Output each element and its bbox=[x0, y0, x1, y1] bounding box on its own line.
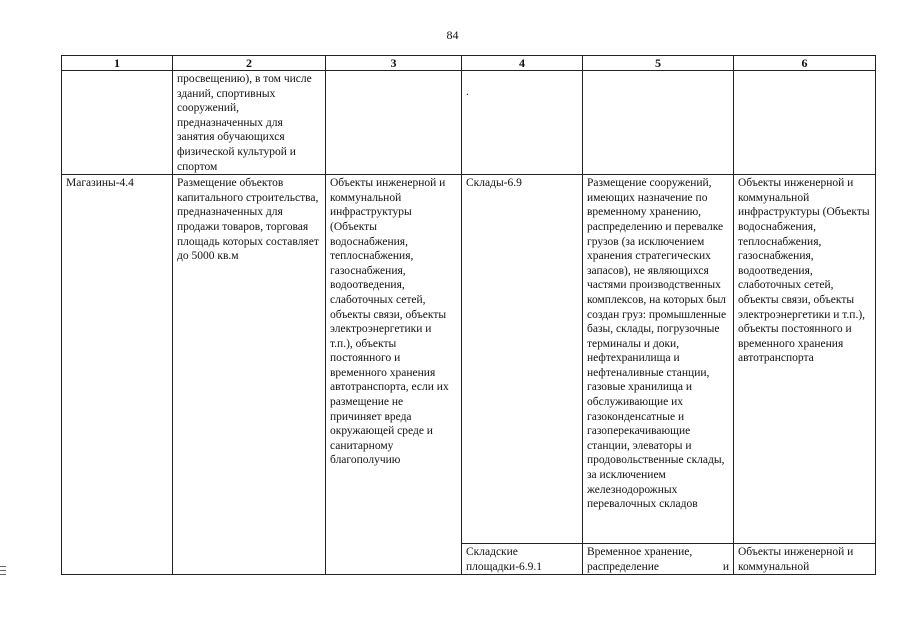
column-header-1: 1 bbox=[62, 56, 173, 71]
header-row bbox=[62, 56, 876, 71]
page-number: 84 bbox=[446, 28, 459, 42]
column-header-3: 3 bbox=[326, 56, 462, 71]
column-header-2: 2 bbox=[173, 56, 326, 71]
table-cell: просвещению), в том числе зданий, спортивных сооружений, предназначенных для занятия обучающихся физической культурой и спортом bbox=[173, 71, 326, 175]
table-cell: Объекты инженерной и коммунальной инфраструктуры (Объекты водоснабжения, теплоснабжения, газоснабжения, водоотведения, слаботочных сетей, объекты связи, объекты электроэнергетики и т.п.), объекты постоянного и временного хранения автотранспорта, если их размещение не причиняет вреда окружающей среде и санитарному благополучию bbox=[326, 175, 462, 575]
table-row bbox=[62, 71, 876, 175]
table-cell: Склады-6.9 bbox=[462, 175, 583, 544]
column-header-5: 5 bbox=[583, 56, 734, 71]
column-header-4: 4 bbox=[462, 56, 583, 71]
table-cell bbox=[734, 71, 876, 175]
margin-mark bbox=[0, 566, 6, 578]
table-cell: . bbox=[462, 71, 583, 175]
table-cell bbox=[62, 71, 173, 175]
table-cell: Размещение объектов капитального строительства, предназначенных для продажи товаров, торговая площадь которых составляет до 5000 кв.м bbox=[173, 175, 326, 575]
table-cell: Размещение сооружений, имеющих назначение по временному хранению, распределению и перевалке грузов (за исключением хранения стратегических запасов), не являющихся частями производственных комплексов, на которых был создан груз: промышленные базы, склады, погрузочные терминалы и доки, нефтехранилища и нефтеналивные станции, газовые хранилища и обслуживающие их газоконденсатные и газоперекачивающие станции, элеваторы и продовольственные склады, за исключением железнодорожных перевалочных складов bbox=[583, 175, 734, 544]
table-cell bbox=[326, 71, 462, 175]
column-header-6: 6 bbox=[734, 56, 876, 71]
table-cell: Временное хранение, распределение и bbox=[583, 544, 734, 575]
land-use-table bbox=[61, 55, 876, 575]
table-cell: Объекты инженерной и коммунальной bbox=[734, 544, 876, 575]
table-cell: Магазины-4.4 bbox=[62, 175, 173, 575]
table-row bbox=[62, 175, 876, 544]
table-cell: Складские площадки-6.9.1 bbox=[462, 544, 583, 575]
table-cell: Объекты инженерной и коммунальной инфраструктуры (Объекты водоснабжения, теплоснабжения, газоснабжения, водоотведения, слаботочных сетей, объекты связи, объекты электроэнергетики и т.п.), объекты постоянного и временного хранения автотранспорта bbox=[734, 175, 876, 544]
table-cell bbox=[583, 71, 734, 175]
